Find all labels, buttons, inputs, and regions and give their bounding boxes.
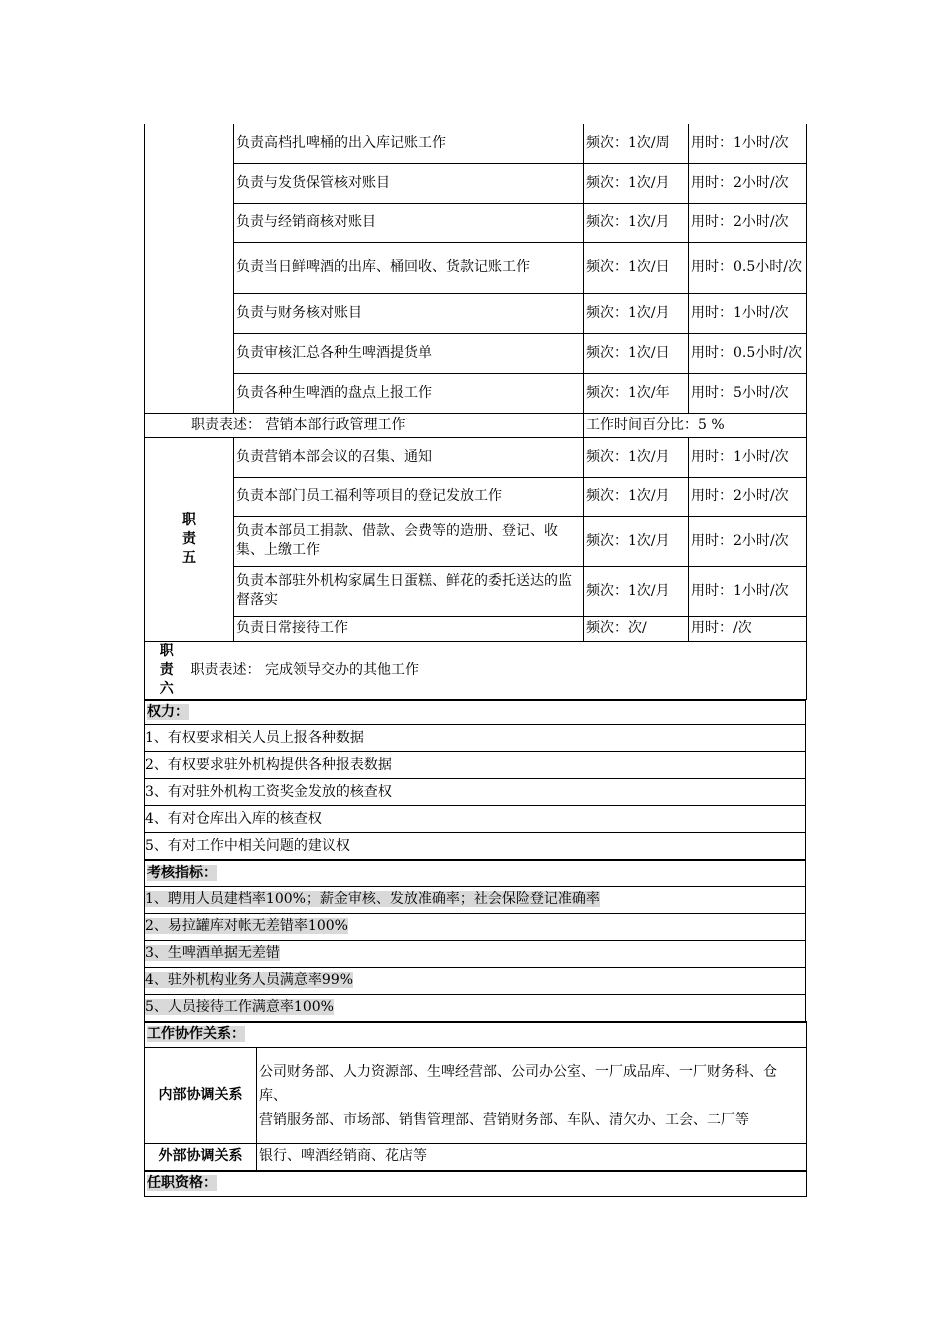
duty5-label-3: 五 bbox=[182, 549, 196, 566]
duty5-percent: 工作时间百分比：5 % bbox=[584, 413, 807, 437]
qualification-title: 任职资格： bbox=[145, 1171, 807, 1197]
list-row bbox=[145, 833, 806, 860]
duty5-task-row bbox=[145, 516, 807, 566]
task-time: 用时：2小时/次 bbox=[689, 163, 807, 203]
task-text: 负责日常接待工作 bbox=[234, 616, 584, 641]
duty6-label-2: 责 bbox=[159, 661, 174, 678]
task-text: 负责与财务核对账目 bbox=[234, 293, 584, 333]
list-row bbox=[145, 806, 806, 833]
list-item: 5、人员接待工作满意率100% bbox=[145, 999, 334, 1015]
task-text: 负责本部驻外机构家属生日蛋糕、鲜花的委托送达的监督落实 bbox=[234, 566, 584, 616]
duty6-row bbox=[145, 641, 807, 699]
list-item: 5、有对工作中相关问题的建议权 bbox=[145, 837, 350, 854]
list-row bbox=[145, 779, 806, 806]
task-time: 用时：2小时/次 bbox=[689, 477, 807, 516]
task-frequency: 频次：1次/年 bbox=[584, 373, 689, 413]
duty4-body bbox=[145, 124, 807, 413]
list-item: 4、驻外机构业务人员满意率99% bbox=[145, 972, 354, 988]
list-item-cell bbox=[145, 725, 806, 752]
duty5-label bbox=[145, 437, 234, 641]
duty4-task-row bbox=[145, 163, 807, 203]
task-time: 用时：5小时/次 bbox=[689, 373, 807, 413]
list-item-cell bbox=[145, 779, 806, 806]
list-row bbox=[145, 752, 806, 779]
list-item: 2、易拉罐库对帐无差错率100% bbox=[145, 918, 348, 934]
job-description-document bbox=[144, 124, 806, 1197]
task-time: 用时：/次 bbox=[689, 616, 807, 641]
duty5-task-row bbox=[145, 566, 807, 616]
duty4-table bbox=[144, 124, 807, 414]
task-text: 负责营销本部会议的召集、通知 bbox=[234, 437, 584, 477]
list-item-cell bbox=[145, 806, 806, 833]
task-text: 负责本部员工捐款、借款、会费等的造册、登记、收集、上缴工作 bbox=[234, 516, 584, 566]
list-item-cell bbox=[145, 913, 806, 940]
external-value: 银行、啤酒经销商、花店等 bbox=[257, 1144, 807, 1171]
kpi-table bbox=[144, 859, 806, 1022]
task-text: 负责本部门员工福利等项目的登记发放工作 bbox=[234, 477, 584, 516]
task-text: 负责与经销商核对账目 bbox=[234, 203, 584, 242]
task-frequency: 频次：1次/月 bbox=[584, 203, 689, 242]
task-text: 负责当日鲜啤酒的出库、桶回收、货款记账工作 bbox=[234, 242, 584, 293]
duty6-description: 职责表述： 完成领导交办的其他工作 bbox=[189, 641, 807, 699]
task-frequency: 频次：1次/月 bbox=[584, 163, 689, 203]
task-frequency: 频次：1次/月 bbox=[584, 566, 689, 616]
duty5-task-row bbox=[145, 437, 807, 477]
duty4-label-cell bbox=[145, 124, 234, 413]
authority-table bbox=[144, 699, 806, 861]
list-item-cell bbox=[145, 994, 806, 1021]
internal-line-2: 营销服务部、市场部、销售管理部、营销财务部、车队、清欠办、工会、二厂等 bbox=[259, 1111, 749, 1128]
task-time: 用时：1小时/次 bbox=[689, 437, 807, 477]
internal-label: 内部协调关系 bbox=[145, 1048, 257, 1144]
authority-title: 权力： bbox=[145, 700, 806, 725]
cooperation-table bbox=[144, 1021, 807, 1198]
internal-row bbox=[145, 1048, 807, 1144]
list-row bbox=[145, 967, 806, 994]
list-row bbox=[145, 940, 806, 967]
internal-value bbox=[257, 1048, 807, 1144]
cooperation-header-row bbox=[145, 1022, 807, 1048]
list-item-cell bbox=[145, 833, 806, 860]
duty5-task-row bbox=[145, 477, 807, 516]
duty5-task-row bbox=[145, 616, 807, 641]
duty6-label-3: 六 bbox=[159, 680, 174, 697]
qualification-header-row bbox=[145, 1171, 807, 1197]
task-text: 负责各种生啤酒的盘点上报工作 bbox=[234, 373, 584, 413]
list-item: 4、有对仓库出入库的核查权 bbox=[145, 810, 322, 827]
list-item: 2、有权要求驻外机构提供各种报表数据 bbox=[145, 756, 392, 773]
duty4-task-row bbox=[145, 124, 807, 163]
duty6-label bbox=[145, 641, 189, 699]
list-item: 3、生啤酒单据无差错 bbox=[145, 945, 280, 961]
task-time: 用时：1小时/次 bbox=[689, 566, 807, 616]
internal-line-1: 公司财务部、人力资源部、生啤经营部、公司办公室、一厂成品库、一厂财务科、仓库、 bbox=[259, 1063, 777, 1104]
task-time: 用时：2小时/次 bbox=[689, 516, 807, 566]
authority-header-row bbox=[145, 700, 806, 725]
task-frequency: 频次：次/ bbox=[584, 616, 689, 641]
task-frequency: 频次：1次/月 bbox=[584, 437, 689, 477]
list-row bbox=[145, 994, 806, 1021]
task-time: 用时：2小时/次 bbox=[689, 203, 807, 242]
kpi-header-row bbox=[145, 860, 806, 886]
duty4-task-row bbox=[145, 293, 807, 333]
cooperation-title: 工作协作关系： bbox=[145, 1022, 807, 1048]
list-item: 1、有权要求相关人员上报各种数据 bbox=[145, 729, 364, 746]
list-item: 3、有对驻外机构工资奖金发放的核查权 bbox=[145, 783, 392, 800]
task-time: 用时：1小时/次 bbox=[689, 124, 807, 163]
external-label: 外部协调关系 bbox=[145, 1144, 257, 1171]
task-frequency: 频次：1次/日 bbox=[584, 242, 689, 293]
list-row bbox=[145, 913, 806, 940]
duty4-task-row bbox=[145, 242, 807, 293]
task-time: 用时：1小时/次 bbox=[689, 293, 807, 333]
task-time: 用时：0.5小时/次 bbox=[689, 333, 807, 373]
list-row bbox=[145, 725, 806, 752]
duty6-label-1: 职 bbox=[159, 642, 174, 659]
duty4-task-row bbox=[145, 373, 807, 413]
duty6-table bbox=[144, 641, 807, 700]
external-row bbox=[145, 1144, 807, 1171]
duty5-description: 职责表述： 营销本部行政管理工作 bbox=[145, 413, 584, 437]
list-row bbox=[145, 886, 806, 913]
authority-list bbox=[145, 725, 806, 860]
duty5-table bbox=[144, 413, 807, 642]
task-frequency: 频次：1次/月 bbox=[584, 477, 689, 516]
list-item-cell bbox=[145, 886, 806, 913]
list-item-cell bbox=[145, 752, 806, 779]
task-text: 负责审核汇总各种生啤酒提货单 bbox=[234, 333, 584, 373]
kpi-list bbox=[145, 886, 806, 1021]
duty5-label-2: 责 bbox=[182, 530, 196, 547]
task-frequency: 频次：1次/周 bbox=[584, 124, 689, 163]
duty5-label-1: 职 bbox=[182, 511, 196, 528]
duty4-task-row bbox=[145, 203, 807, 242]
task-time: 用时：0.5小时/次 bbox=[689, 242, 807, 293]
list-item: 1、聘用人员建档率100%；薪金审核、发放准确率；社会保险登记准确率 bbox=[145, 891, 600, 907]
task-text: 负责与发货保管核对账目 bbox=[234, 163, 584, 203]
kpi-title: 考核指标： bbox=[145, 860, 806, 886]
task-frequency: 频次：1次/月 bbox=[584, 516, 689, 566]
task-frequency: 频次：1次/月 bbox=[584, 293, 689, 333]
duty5-body bbox=[145, 413, 807, 641]
list-item-cell bbox=[145, 967, 806, 994]
task-frequency: 频次：1次/日 bbox=[584, 333, 689, 373]
list-item-cell bbox=[145, 940, 806, 967]
duty4-task-row bbox=[145, 333, 807, 373]
duty5-header-row bbox=[145, 413, 807, 437]
task-text: 负责高档扎啤桶的出入库记账工作 bbox=[234, 124, 584, 163]
